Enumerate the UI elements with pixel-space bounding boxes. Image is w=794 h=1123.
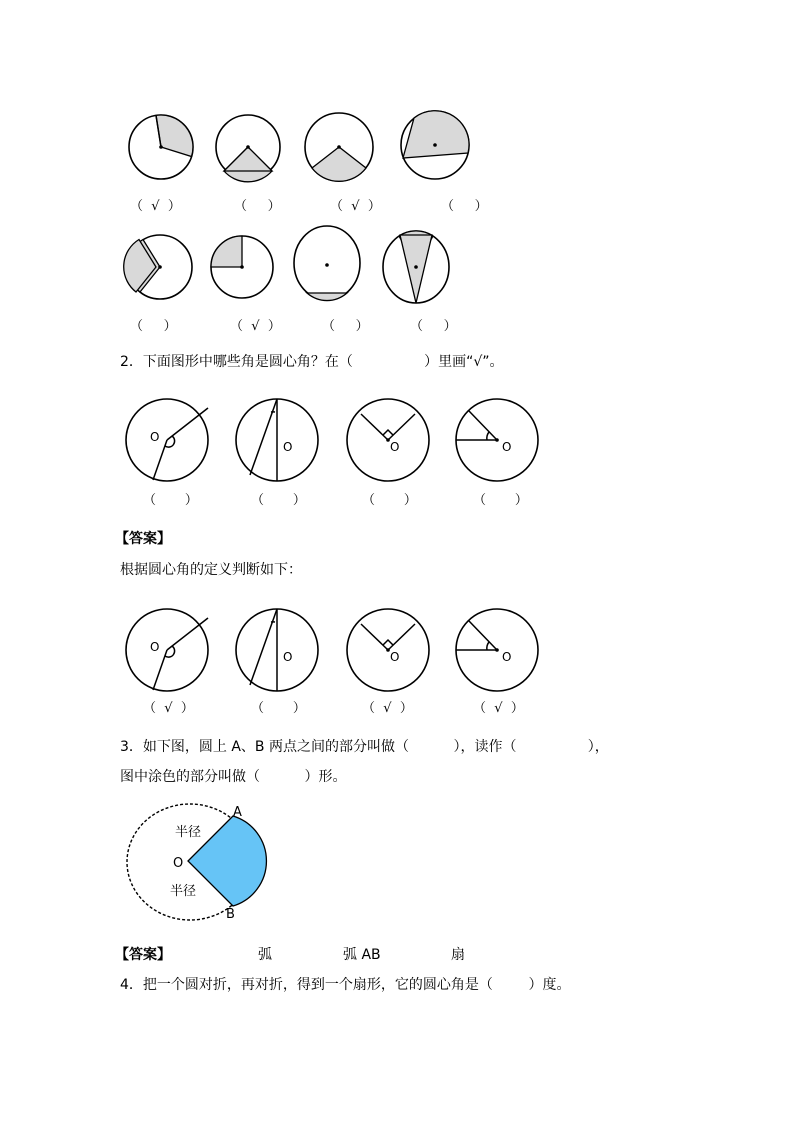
q3-answer-1: 弧	[258, 947, 272, 963]
q1-circle-5	[124, 235, 192, 299]
q2-filled-3: （ √ ）	[362, 701, 413, 716]
q2-blank-4: （ ）	[473, 493, 528, 508]
q3-sector-figure	[120, 800, 270, 925]
q2-answer-text: 根据圆心角的定义判断如下：	[120, 562, 302, 578]
q1-answer-6: （ √ ）	[230, 319, 281, 334]
q4-text: 4．把一个圆对折，再对折，得到一个扇形，它的圆心角是（ ）度。	[120, 977, 571, 993]
q3-label-radius-bottom: 半径	[170, 884, 197, 899]
q2-figures	[120, 395, 550, 490]
q2-center-label-2: O	[283, 440, 293, 454]
q1-answer-3: （ √ ）	[330, 199, 381, 214]
q3-label-b: B	[226, 907, 235, 922]
q2-answer-circle-1	[126, 609, 208, 691]
q2-filled-2: （ ）	[251, 701, 306, 716]
q3-line-2: 图中涂色的部分叫做（ ）形。	[120, 769, 347, 785]
q2-circle-2	[236, 399, 318, 481]
q3-label-radius-top: 半径	[175, 825, 202, 840]
q2-blank-2: （ ）	[251, 493, 306, 508]
q1-row1-figures	[120, 105, 480, 190]
q1-circle-6	[211, 236, 273, 298]
q2-circle-1	[126, 399, 208, 481]
q2-answer-center-label-2: O	[283, 650, 293, 664]
q1-answer-1: （ √ ）	[130, 199, 181, 214]
q2-circle-3	[347, 399, 429, 481]
q2-answer-circle-3	[347, 609, 429, 691]
q1-circle-3	[305, 113, 373, 181]
q3-label-a: A	[233, 805, 242, 820]
q2-filled-1: （ √ ）	[143, 701, 194, 716]
q1-answer-8: （ ）	[410, 319, 457, 334]
q2-answer-circle-2	[236, 609, 318, 691]
q2-filled-4: （ √ ）	[473, 701, 524, 716]
q2-blank-3: （ ）	[362, 493, 417, 508]
q2-prompt: 2．下面图形中哪些角是圆心角？在（ ）里画“√”。	[120, 354, 504, 370]
q1-answer-7: （ ）	[322, 319, 369, 334]
q2-answer-figures	[120, 605, 550, 700]
q3-label-o: O	[173, 856, 184, 871]
q2-center-label-4: O	[502, 440, 512, 454]
q3-answer-3: 扇	[451, 947, 465, 963]
q3-answer-2: 弧 AB	[343, 947, 381, 963]
q2-center-label-3: O	[390, 440, 400, 454]
q2-answer-center-label-4: O	[502, 650, 512, 664]
q1-answer-2: （ ）	[234, 199, 281, 214]
q1-circle-8	[383, 231, 449, 303]
q1-circle-1	[129, 115, 193, 179]
q2-blank-1: （ ）	[143, 493, 198, 508]
q1-circle-2	[216, 115, 280, 182]
q2-answer-heading: 【答案】	[115, 531, 171, 547]
q1-row2-figures	[120, 225, 460, 310]
q2-answer-center-label-1: O	[150, 640, 160, 654]
q1-answer-4: （ ）	[441, 199, 488, 214]
q1-circle-4	[401, 111, 469, 179]
q2-answer-circle-4	[456, 609, 538, 691]
q1-answer-5: （ ）	[130, 319, 177, 334]
q3-answer-heading: 【答案】	[115, 947, 171, 963]
q2-circle-4	[456, 399, 538, 481]
q3-line-1: 3．如下图，圆上 A、B 两点之间的部分叫做（ ），读作（ ），	[120, 739, 609, 755]
q2-answer-center-label-3: O	[390, 650, 400, 664]
q2-center-label-1: O	[150, 430, 160, 444]
q1-circle-7	[294, 226, 360, 301]
